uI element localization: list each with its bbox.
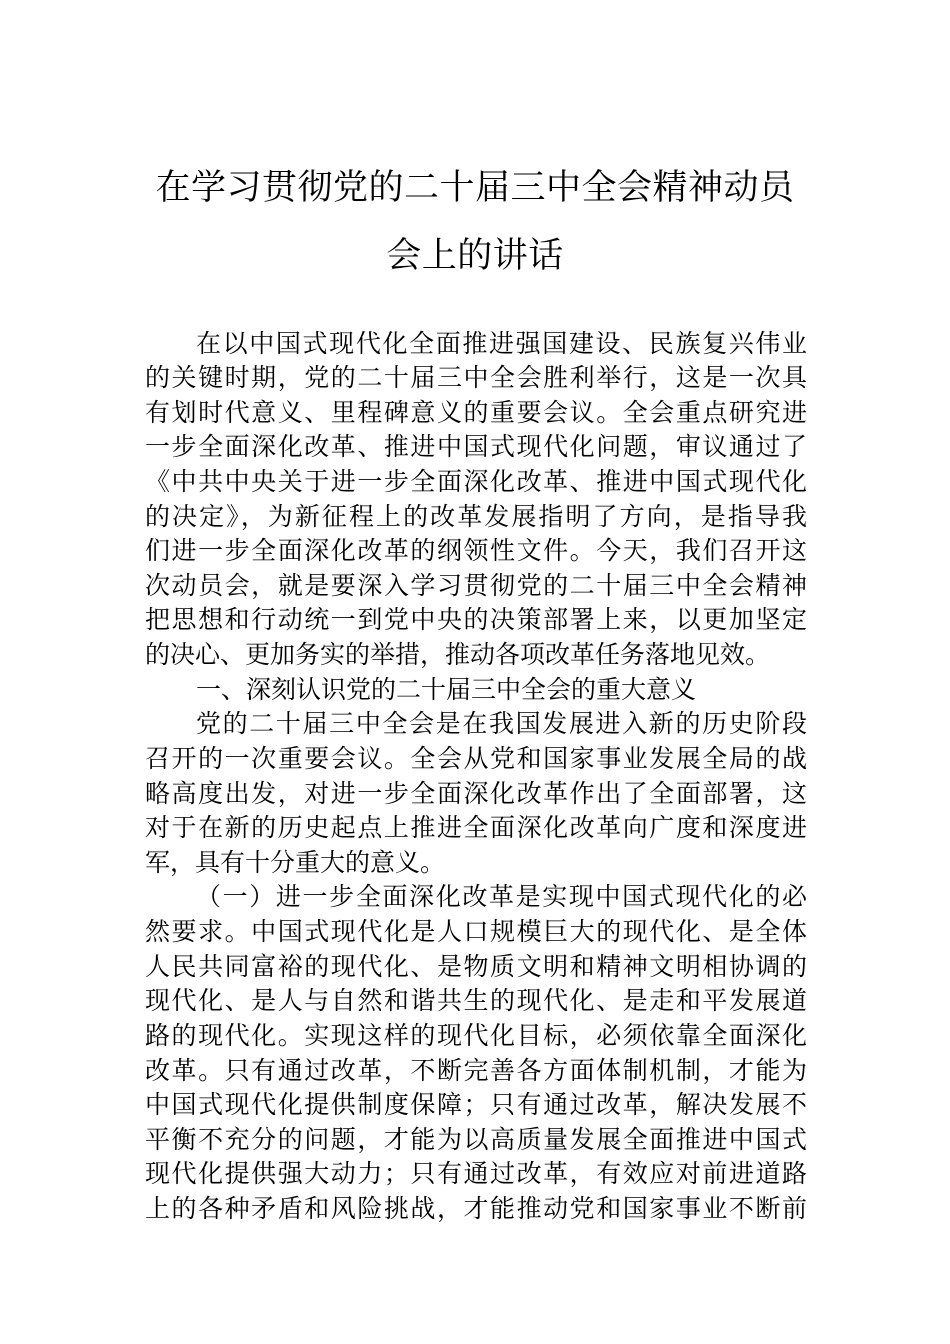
body-line: 人民共同富裕的现代化、是物质文明和精神文明相协调的 xyxy=(145,952,807,981)
body-line: 召开的一次重要会议。全会从党和国家事业发展全局的战 xyxy=(145,744,807,773)
body-line: 的关键时期，党的二十届三中全会胜利举行，这是一次具 xyxy=(145,363,807,392)
body-line: 然要求。中国式现代化是人口规模巨大的现代化、是全体 xyxy=(145,917,807,946)
body-line: 的决心、更加务实的举措，推动各项改革任务落地见效。 xyxy=(145,640,771,669)
body-line: 的决定》，为新征程上的改革发展指明了方向，是指导我 xyxy=(145,502,807,531)
body-line: 一步全面深化改革、推进中国式现代化问题，审议通过了 xyxy=(145,432,807,461)
body-line: 军，具有十分重大的意义。 xyxy=(145,848,446,877)
subsection-line: （一）进一步全面深化改革是实现中国式现代化的必 xyxy=(196,882,807,911)
body-line: 对于在新的历史起点上推进全面深化改革向广度和深度进 xyxy=(145,813,807,842)
body-line: 路的现代化。实现这样的现代化目标，必须依靠全面深化 xyxy=(145,1021,807,1050)
body-line: 有划时代意义、里程碑意义的重要会议。全会重点研究进 xyxy=(145,398,807,427)
body-line: 略高度出发，对进一步全面深化改革作出了全面部署，这 xyxy=(145,779,807,808)
body-line: 党的二十届三中全会是在我国发展进入新的历史阶段 xyxy=(196,709,807,738)
body-line: 现代化提供强大动力；只有通过改革，有效应对前进道路 xyxy=(145,1159,807,1188)
body-line: 改革。只有通过改革，不断完善各方面体制机制，才能为 xyxy=(145,1056,807,1085)
body-line: 平衡不充分的问题，才能为以高质量发展全面推进中国式 xyxy=(145,1125,807,1154)
body-line: 把思想和行动统一到党中央的决策部署上来，以更加坚定 xyxy=(145,605,807,634)
document-title-line-2: 会上的讲话 xyxy=(386,236,564,276)
body-line: 们进一步全面深化改革的纲领性文件。今天，我们召开这 xyxy=(145,536,807,565)
document-title-line-1: 在学习贯彻党的二十届三中全会精神动员 xyxy=(155,168,795,208)
body-line: 中国式现代化提供制度保障；只有通过改革，解决发展不 xyxy=(145,1090,807,1119)
body-line: 《中共中央关于进一步全面深化改革、推进中国式现代化 xyxy=(145,467,807,496)
section-heading: 一、深刻认识党的二十届三中全会的重大意义 xyxy=(196,675,697,704)
body-line: 在以中国式现代化全面推进强国建设、民族复兴伟业 xyxy=(196,329,807,358)
body-line: 上的各种矛盾和风险挑战，才能推动党和国家事业不断前 xyxy=(145,1194,807,1223)
body-line: 次动员会，就是要深入学习贯彻党的二十届三中全会精神 xyxy=(145,571,807,600)
body-line: 现代化、是人与自然和谐共生的现代化、是走和平发展道 xyxy=(145,986,807,1015)
